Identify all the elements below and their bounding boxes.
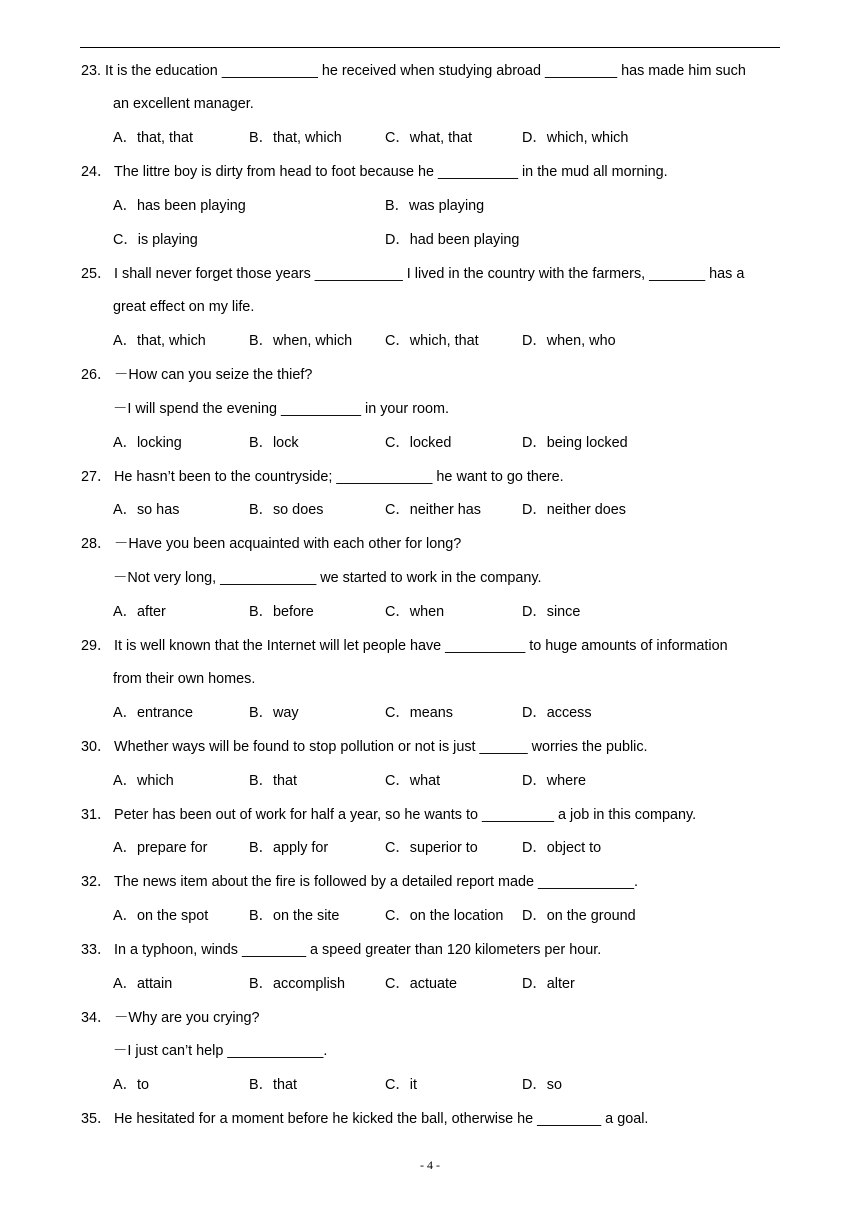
q25-option-c: C．which, that: [385, 333, 479, 349]
q29-option-b: B．way: [249, 705, 299, 721]
q25-option-d: D．when, who: [522, 333, 616, 349]
q28-option-d: D．since: [522, 604, 581, 620]
question-28-line-2: －Not very long, ____________ we started to work in the company.: [113, 570, 542, 586]
q26-option-a: A．locking: [113, 435, 182, 451]
q24-option-b: B．was playing: [385, 198, 485, 214]
q29-option-d: D．access: [522, 705, 592, 721]
q30-option-c: C．what: [385, 773, 441, 789]
q34-option-c: C．it: [385, 1077, 417, 1093]
q24-option-a: A．has been playing: [113, 198, 246, 214]
q32-option-a: A．on the spot: [113, 908, 209, 924]
q29-option-a: A．entrance: [113, 705, 193, 721]
question-23-line-2: an excellent manager.: [113, 96, 254, 112]
question-29-number: 29．: [81, 638, 112, 654]
question-35-text: He hesitated for a moment before he kicked the ball, otherwise he ________ a goal.: [114, 1111, 649, 1127]
q29-option-c: C．means: [385, 705, 453, 721]
q25-option-b: B．when, which: [249, 333, 353, 349]
question-29-line-1: It is well known that the Internet will let people have __________ to huge amounts of information: [114, 638, 728, 654]
q32-option-b: B．on the site: [249, 908, 340, 924]
q23-option-c: C．what, that: [385, 130, 473, 146]
question-26-line-1: －How can you seize the thief?: [114, 367, 313, 383]
question-33-number: 33．: [81, 942, 112, 958]
question-34-line-1: －Why are you crying?: [114, 1010, 260, 1026]
question-30-number: 30．: [81, 739, 112, 755]
question-24-number: 24．: [81, 164, 112, 180]
q26-option-d: D．being locked: [522, 435, 628, 451]
question-25-line-1: I shall never forget those years ___________ I lived in the country with the farmers, _______ has a: [114, 266, 745, 282]
q27-option-a: A．so has: [113, 502, 180, 518]
q27-option-b: B．so does: [249, 502, 324, 518]
question-35-number: 35．: [81, 1111, 112, 1127]
q27-option-d: D．neither does: [522, 502, 626, 518]
q34-option-b: B．that: [249, 1077, 297, 1093]
q28-option-a: A．after: [113, 604, 166, 620]
q30-option-a: A．which: [113, 773, 174, 789]
q24-option-c: C．is playing: [113, 232, 198, 248]
question-33-text: In a typhoon, winds ________ a speed greater than 120 kilometers per hour.: [114, 942, 602, 958]
q33-option-c: C．actuate: [385, 976, 457, 992]
q27-option-c: C．neither has: [385, 502, 481, 518]
q23-option-b: B．that, which: [249, 130, 342, 146]
q33-option-a: A．attain: [113, 976, 173, 992]
q31-option-c: C．superior to: [385, 840, 478, 856]
q31-option-b: B．apply for: [249, 840, 329, 856]
question-27-text: He hasn’t been to the countryside; ____________ he want to go there.: [114, 469, 564, 485]
q30-option-b: B．that: [249, 773, 297, 789]
page-number: - 4 -: [420, 1158, 440, 1172]
q31-option-d: D．object to: [522, 840, 602, 856]
question-25-line-2: great effect on my life.: [113, 299, 255, 315]
question-31-number: 31．: [81, 807, 112, 823]
question-32-text: The news item about the fire is followed by a detailed report made ____________.: [114, 874, 638, 890]
q24-option-d: D．had been playing: [385, 232, 520, 248]
question-23-line-1: 23. It is the education ____________ he received when studying abroad _________ has made him such: [81, 63, 746, 79]
question-25-number: 25．: [81, 266, 112, 282]
question-26-line-2: －I will spend the evening __________ in your room.: [113, 401, 449, 417]
question-32-number: 32．: [81, 874, 112, 890]
q32-option-c: C．on the location: [385, 908, 504, 924]
q28-option-c: C．when: [385, 604, 445, 620]
question-34-line-2: －I just can’t help ____________.: [113, 1043, 328, 1059]
question-27-number: 27．: [81, 469, 112, 485]
q31-option-a: A．prepare for: [113, 840, 208, 856]
q26-option-c: C．locked: [385, 435, 452, 451]
question-24-text: The littre boy is dirty from head to foot because he __________ in the mud all morning.: [114, 164, 668, 180]
header-rule: [80, 47, 780, 48]
question-26-number: 26．: [81, 367, 112, 383]
q28-option-b: B．before: [249, 604, 314, 620]
question-28-line-1: －Have you been acquainted with each other for long?: [114, 536, 462, 552]
q23-option-a: A．that, that: [113, 130, 193, 146]
q33-option-b: B．accomplish: [249, 976, 345, 992]
q34-option-d: D．so: [522, 1077, 562, 1093]
q23-option-d: D．which, which: [522, 130, 629, 146]
q26-option-b: B．lock: [249, 435, 299, 451]
q32-option-d: D．on the ground: [522, 908, 636, 924]
q30-option-d: D．where: [522, 773, 586, 789]
question-28-number: 28．: [81, 536, 112, 552]
q33-option-d: D．alter: [522, 976, 575, 992]
question-31-text: Peter has been out of work for half a year, so he wants to _________ a job in this company.: [114, 807, 697, 823]
question-34-number: 34．: [81, 1010, 112, 1026]
q25-option-a: A．that, which: [113, 333, 206, 349]
question-30-text: Whether ways will be found to stop pollution or not is just ______ worries the public.: [114, 739, 648, 755]
question-29-line-2: from their own homes.: [113, 671, 256, 687]
q34-option-a: A．to: [113, 1077, 149, 1093]
